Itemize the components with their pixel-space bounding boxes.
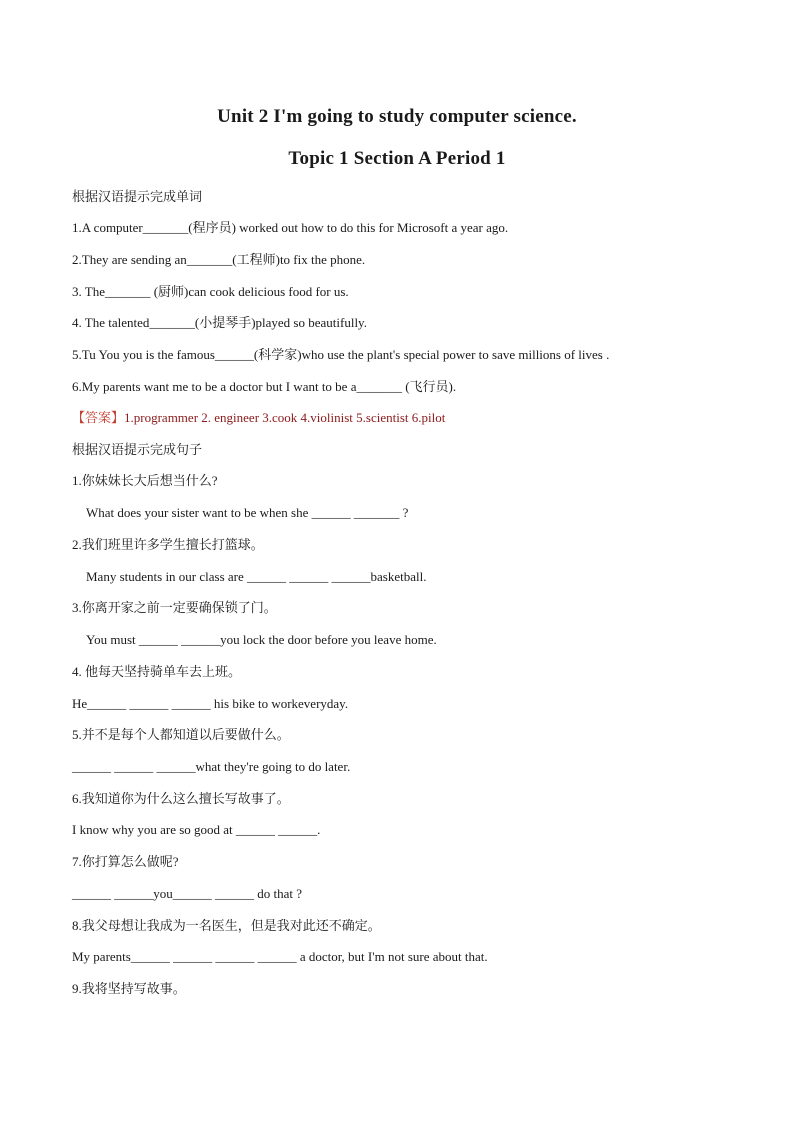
sentence-blank-en: He______ ______ ______ his bike to workeveryday. bbox=[72, 696, 349, 711]
sentence-prompt-cn: 8.我父母想让我成为一名医生，但是我对此还不确定。 bbox=[72, 918, 381, 933]
sentence-prompt-cn: 6.我知道你为什么这么擅长写故事了。 bbox=[72, 791, 290, 806]
sentence-blank-en: You must ______ ______you lock the door before you leave home. bbox=[86, 632, 437, 647]
sentence-blank-en: Many students in our class are ______ ______ ______basketball. bbox=[86, 569, 427, 584]
part1-item: 6.My parents want me to be a doctor but I want to be a_______ (飞行员). bbox=[72, 379, 457, 394]
sentence-prompt-cn: 9.我将坚持写故事。 bbox=[72, 981, 186, 996]
sentence-prompt-cn: 7.你打算怎么做呢? bbox=[72, 854, 179, 869]
sentence-blank-en: My parents______ ______ ______ ______ a doctor, but I'm not sure about that. bbox=[72, 949, 488, 964]
sentence-prompt-cn: 4. 他每天坚持骑单车去上班。 bbox=[72, 664, 242, 679]
answer-text: 1.programmer 2. engineer 3.cook 4.violinist 5.scientist 6.pilot bbox=[124, 410, 446, 425]
part1-item: 1.A computer_______(程序员) worked out how to do this for Microsoft a year ago. bbox=[72, 220, 509, 235]
part1-item: 2.They are sending an_______(工程师)to fix the phone. bbox=[72, 252, 366, 267]
answer-key bbox=[72, 410, 445, 426]
sentence-prompt-cn: 3.你离开家之前一定要确保锁了门。 bbox=[72, 600, 277, 615]
sentence-blank-en: I know why you are so good at ______ ______. bbox=[72, 822, 321, 837]
sentence-blank-en: ______ ______you______ ______ do that ? bbox=[72, 886, 303, 901]
sentence-blank-en: What does your sister want to be when she ______ _______ ? bbox=[86, 505, 409, 520]
sentence-prompt-cn: 5.并不是每个人都知道以后要做什么。 bbox=[72, 727, 290, 742]
part1-item: 5.Tu You you is the famous______(科学家)who use the plant's special power to save millions of lives . bbox=[72, 347, 610, 362]
part1-item: 3. The_______ (厨师)can cook delicious food for us. bbox=[72, 284, 349, 299]
answer-tag: 【答案】 bbox=[72, 410, 125, 425]
sentence-blank-en: ______ ______ ______what they're going to do later. bbox=[72, 759, 351, 774]
sentence-prompt-cn: 2.我们班里许多学生擅长打篮球。 bbox=[72, 537, 264, 552]
part2-instruction: 根据汉语提示完成句子 bbox=[72, 442, 203, 457]
unit-title: Unit 2 I'm going to study computer science. bbox=[217, 106, 577, 127]
sentence-prompt-cn: 1.你妹妹长大后想当什么? bbox=[72, 473, 218, 488]
section-title: Topic 1 Section A Period 1 bbox=[288, 148, 506, 169]
part1-instruction: 根据汉语提示完成单词 bbox=[72, 189, 203, 204]
part1-item: 4. The talented_______(小提琴手)played so beautifully. bbox=[72, 315, 367, 330]
